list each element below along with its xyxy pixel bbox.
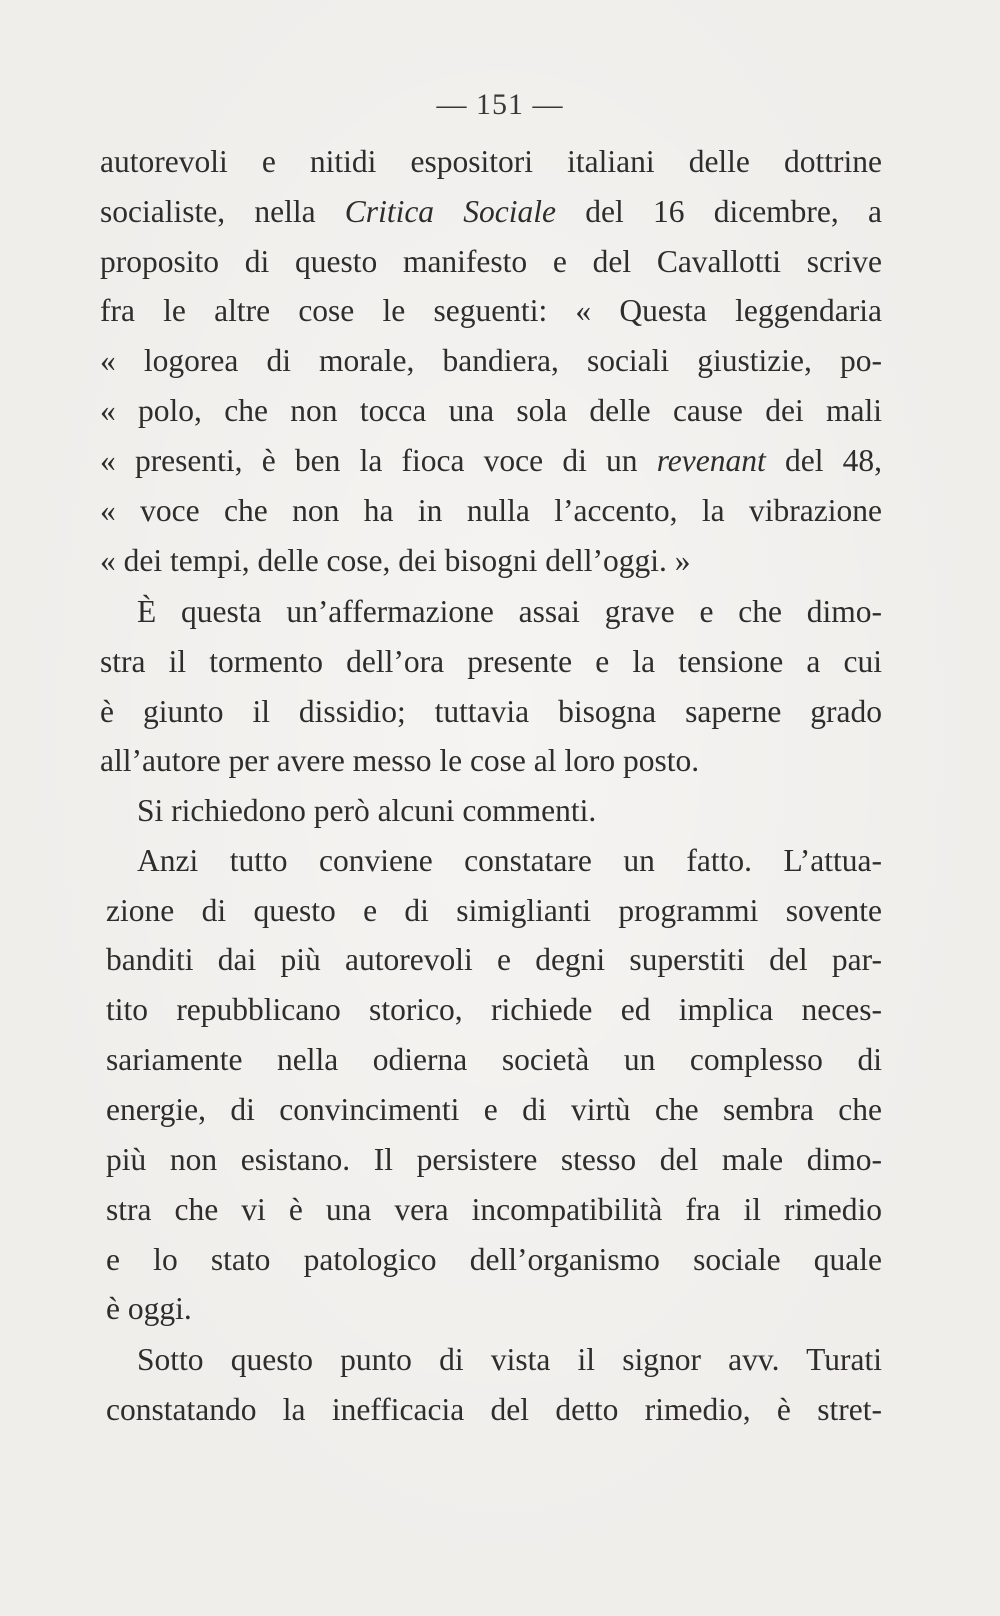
text-line: all’autore per avere messo le cose al loro posto. xyxy=(100,743,700,778)
text-line: è giunto il dissidio; tuttavia bisogna saperne grado xyxy=(100,694,882,729)
text-line: zione di questo e di simiglianti programmi sovente xyxy=(106,893,882,928)
text-line: « voce che non ha in nulla l’accento, la vibrazione xyxy=(100,493,882,528)
text-line: autorevoli e nitidi espositori italiani delle dottrine xyxy=(100,144,882,179)
text-line: È questa un’affermazione assai grave e che dimo- xyxy=(137,594,882,629)
text-line: Anzi tutto conviene constatare un fatto. L’attua- xyxy=(137,843,882,878)
text-line: Sotto questo punto di vista il signor avv. Turati xyxy=(137,1342,882,1377)
text-line: stra che vi è una vera incompatibilità fra il rimedio xyxy=(106,1192,882,1227)
text-line: constatando la inefficacia del detto rimedio, è stret- xyxy=(106,1392,882,1427)
italic-word: revenant xyxy=(656,443,766,478)
text-line: è oggi. xyxy=(106,1291,192,1326)
text-line: energie, di convincimenti e di virtù che sembra che xyxy=(106,1092,882,1127)
text-line: « polo, che non tocca una sola delle cause dei mali xyxy=(100,393,882,428)
text-line: banditi dai più autorevoli e degni superstiti del par- xyxy=(106,942,882,977)
page-number: — 151 — xyxy=(436,88,564,121)
text-line: stra il tormento dell’ora presente e la tensione a cui xyxy=(100,644,882,679)
text-line: socialiste, nella Critica Sociale del 16 dicembre, a xyxy=(100,194,882,229)
text-line: più non esistano. Il persistere stesso del male dimo- xyxy=(106,1142,882,1177)
text-line: « logorea di morale, bandiera, sociali giustizie, po- xyxy=(100,343,882,378)
text-line: proposito di questo manifesto e del Cavallotti scrive xyxy=(100,244,882,279)
text-line: fra le altre cose le seguenti: « Questa leggendaria xyxy=(100,293,882,328)
text-line: tito repubblicano storico, richiede ed implica neces- xyxy=(106,992,882,1027)
text-line: « dei tempi, delle cose, dei bisogni dell’oggi. » xyxy=(100,543,691,578)
text-line: Si richiedono però alcuni commenti. xyxy=(137,793,597,828)
journal-title: Critica Sociale xyxy=(344,194,557,229)
text-line: e lo stato patologico dell’organismo sociale quale xyxy=(106,1242,882,1277)
text-line: « presenti, è ben la fioca voce di un revenant del 48, xyxy=(100,443,883,478)
text-line: sariamente nella odierna società un complesso di xyxy=(106,1042,882,1077)
